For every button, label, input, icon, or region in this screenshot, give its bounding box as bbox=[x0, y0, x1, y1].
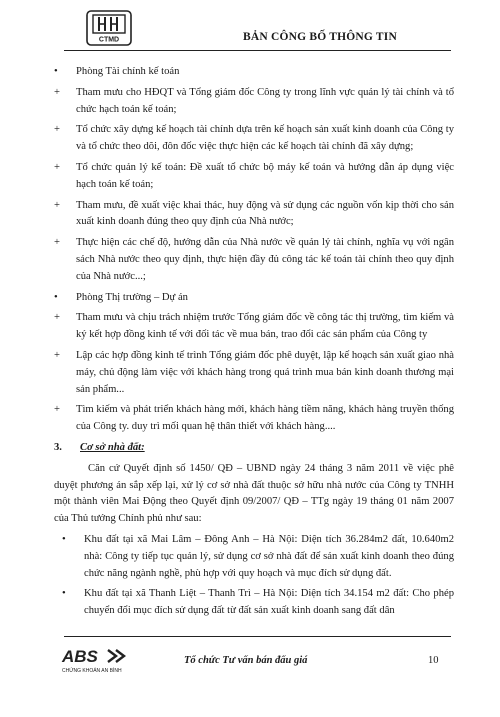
plus-marker: + bbox=[54, 124, 60, 136]
page-title: BẢN CÔNG BỐ THÔNG TIN bbox=[243, 31, 397, 43]
plus-marker: + bbox=[54, 237, 60, 249]
list-item bbox=[54, 122, 454, 156]
bullet-marker: • bbox=[54, 291, 58, 303]
list-item-text: Tổ chức xây dựng kế hoạch tài chính dựa trên kế hoạch sản xuất kinh doanh của Công ty và tổ chức theo dõi, đôn đốc việc thực hiện các kế hoạch tài chính đã xây dựng; bbox=[76, 124, 454, 153]
list-item-text: Tham mưu, đề xuất việc khai thác, huy động và sử dụng các nguồn vốn kịp thời cho sản xuất kinh doanh đúng theo quy định của Nhà nước; bbox=[76, 199, 454, 228]
list-item bbox=[54, 64, 454, 81]
department-heading: Phòng Tài chính kế toán bbox=[76, 66, 180, 77]
page-number: 10 bbox=[428, 655, 439, 666]
plus-marker: + bbox=[54, 404, 60, 416]
bullet-marker: • bbox=[62, 533, 66, 545]
footer-logo-text: ABS bbox=[62, 647, 98, 666]
plus-marker: + bbox=[54, 199, 60, 211]
footer-organization: Tổ chức Tư vấn bán đấu giá bbox=[184, 655, 308, 666]
section-number: 3. bbox=[54, 441, 62, 453]
section-title: Cơ sở nhà đất: bbox=[80, 441, 145, 453]
list-item bbox=[54, 290, 454, 307]
company-logo bbox=[86, 10, 132, 46]
list-item bbox=[54, 310, 454, 344]
list-item-text: Khu đất tại xã Thanh Liệt – Thanh Trì – Hà Nội: Diện tích 34.154 m2 đất: Cho phép chuyển đổi mục đích sử dụng đất từ đất sản xuất kinh doanh sang đất dân bbox=[84, 588, 454, 617]
list-item bbox=[54, 85, 454, 119]
document-body bbox=[54, 64, 454, 624]
list-item-text: Tham mưu cho HĐQT và Tổng giám đốc Công ty trong lĩnh vực quản lý tài chính và tổ chức hạch toán kế toán; bbox=[76, 86, 454, 115]
footer-divider bbox=[64, 636, 451, 637]
list-item-text: Thực hiện các chế độ, hướng dẫn của Nhà nước về quản lý tài chính, nghĩa vụ với ngân sách Nhà nước theo quy định, thực hiện đầy đủ công tác kế toán tài chính theo quy định của Nhà nước...; bbox=[76, 237, 454, 282]
bullet-marker: • bbox=[62, 588, 66, 600]
abs-logo bbox=[58, 640, 150, 676]
list-item bbox=[54, 586, 454, 620]
list-item-text: Khu đất tại xã Mai Lâm – Đông Anh – Hà Nội: Diện tích 36.284m2 đất, 10.640m2 nhà: Công ty tiếp tục quản lý, sử dụng cơ sở nhà đất để sản xuất kinh doanh theo đúng chức năng ngành nghề, phù hợp với quy hoạch và mục đích sử dụng đất. bbox=[84, 533, 454, 579]
list-item bbox=[54, 198, 454, 232]
header-divider bbox=[64, 50, 451, 51]
logo-text: CTMD bbox=[98, 36, 120, 44]
department-heading: Phòng Thị trường – Dự án bbox=[76, 291, 188, 303]
plus-marker: + bbox=[54, 349, 60, 361]
plus-marker: + bbox=[54, 312, 60, 324]
section-paragraph: Căn cứ Quyết định số 1450/ QĐ – UBND ngày 24 tháng 3 năm 2011 về việc phê duyệt phương án sắp xếp lại, xử lý cơ sở nhà đất thuộc sở hữu nhà nước của Công ty TNHH một thành viên Mai Động theo Quyết định 09/2007/ QĐ – TTg ngày 19 tháng 01 năm 2007 của Thủ tướng Chính phủ như sau: bbox=[54, 462, 454, 525]
list-item-text: Tìm kiếm và phát triển khách hàng mới, khách hàng tiềm năng, khách hàng truyền thống của Công ty. duy trì mối quan hệ thân thiết với khách hàng.... bbox=[76, 404, 454, 433]
list-item bbox=[54, 160, 454, 194]
bullet-marker: • bbox=[54, 66, 58, 77]
plus-marker: + bbox=[54, 86, 60, 98]
list-item-text: Tổ chức quản lý kế toán: Đề xuất tổ chức bộ máy kế toán và hướng dẫn áp dụng việc hạch toán kế toán; bbox=[76, 161, 454, 190]
list-item bbox=[54, 532, 454, 582]
list-item bbox=[54, 348, 454, 398]
list-item bbox=[54, 235, 454, 285]
plus-marker: + bbox=[54, 161, 60, 173]
list-item-text: Lập các hợp đồng kinh tế trình Tổng giám đốc phê duyệt, lập kế hoạch sản xuất giao nhà máy, chủ động làm việc với khách hàng trong quá trình mua bán kinh doanh thương mại sản phẩm... bbox=[76, 349, 454, 395]
list-item bbox=[54, 402, 454, 436]
footer-logo-subtext: CHỨNG KHOÁN AN BÌNH bbox=[62, 668, 122, 674]
section-heading bbox=[54, 440, 454, 457]
list-item-text: Tham mưu và chịu trách nhiệm trước Tổng giám đốc về công tác thị trường, tìm kiếm và ký kết hợp đồng kinh tế với đối tác về mua bán, trao đổi các sản phẩm của Công ty bbox=[76, 312, 454, 341]
